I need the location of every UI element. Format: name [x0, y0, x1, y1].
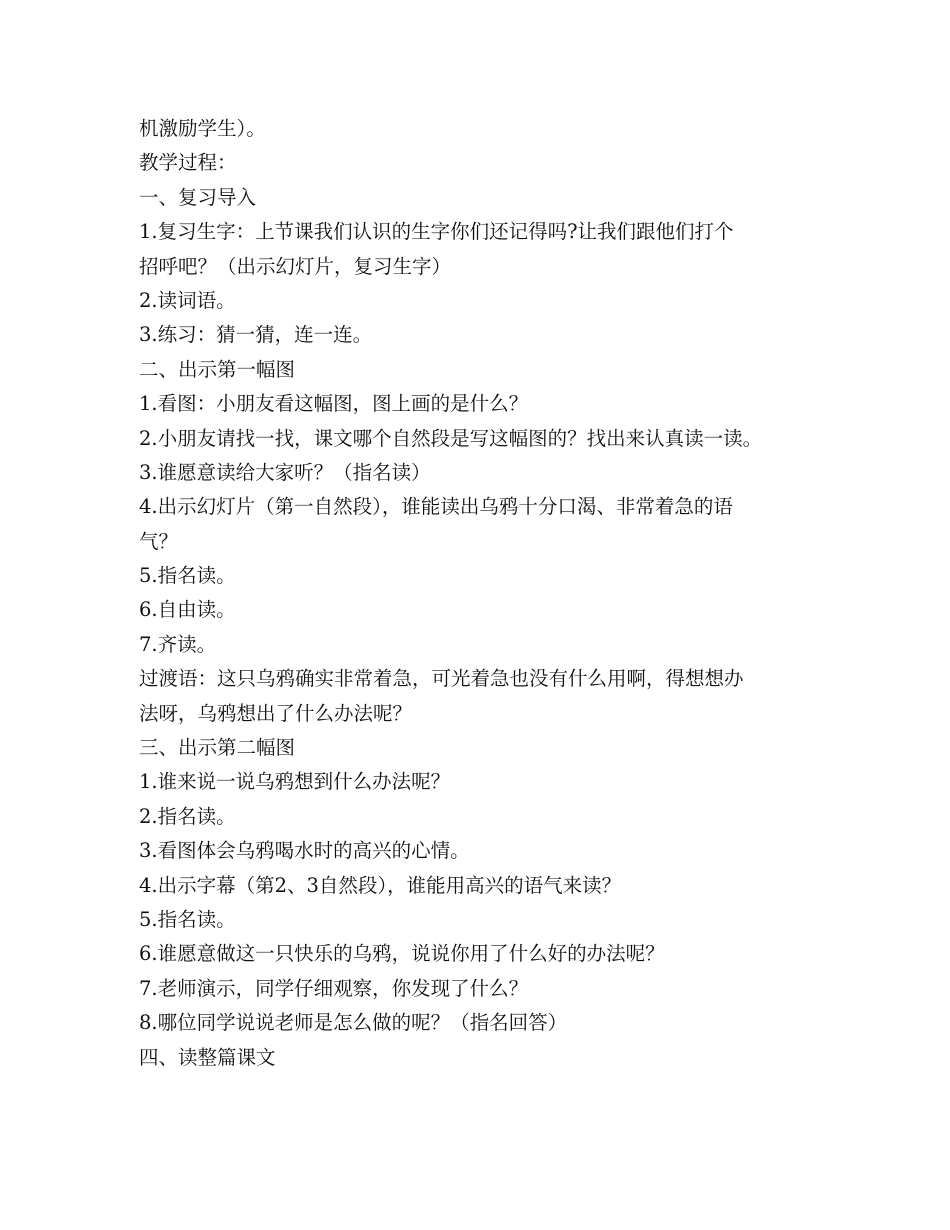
list-item-continuation: 招呼吧？（出示幻灯片，复习生字）	[139, 254, 452, 278]
list-item: 4.出示字幕（第2、3自然段），谁能用高兴的语气来读？	[139, 873, 622, 897]
transition-text: 过渡语：这只乌鸦确实非常着急，可光着急也没有什么用啊，得想想办	[139, 667, 744, 691]
list-item: 4.出示幻灯片（第一自然段），谁能读出乌鸦十分口渴、非常着急的语	[139, 495, 733, 519]
list-item: 3.练习：猜一猜，连一连。	[139, 323, 373, 347]
section-heading: 三、出示第二幅图	[139, 736, 296, 760]
section-heading: 二、出示第一幅图	[139, 357, 296, 381]
list-item: 5.指名读。	[139, 907, 236, 931]
transition-text-continuation: 法呀，乌鸦想出了什么办法呢？	[139, 701, 413, 725]
document-body	[139, 112, 829, 1075]
list-item: 1.看图：小朋友看这幅图，图上画的是什么？	[139, 392, 529, 416]
list-item: 3.谁愿意读给大家听？（指名读）	[139, 460, 431, 484]
section-heading: 四、读整篇课文	[139, 1045, 276, 1069]
list-item-continuation: 气？	[139, 529, 179, 553]
list-item: 7.齐读。	[139, 632, 217, 656]
list-item: 1.复习生字：上节课我们认识的生字你们还记得吗?让我们跟他们打个	[139, 220, 734, 244]
list-item: 6.自由读。	[139, 598, 236, 622]
list-item: 1.谁来说一说乌鸦想到什么办法呢？	[139, 770, 451, 794]
list-item: 2.指名读。	[139, 804, 236, 828]
list-item: 2.小朋友请找一找，课文哪个自然段是写这幅图的？找出来认真读一读。	[139, 426, 763, 450]
list-item: 5.指名读。	[139, 564, 236, 588]
list-item: 6.谁愿意做这一只快乐的乌鸦，说说你用了什么好的办法呢？	[139, 942, 665, 966]
list-item: 7.老师演示，同学仔细观察，你发现了什么？	[139, 976, 529, 1000]
text-line: 机激励学生）。	[139, 117, 266, 140]
section-heading: 一、复习导入	[139, 185, 257, 209]
list-item: 2.读词语。	[139, 288, 236, 312]
list-item: 8.哪位同学说说老师是怎么做的呢？（指名回答）	[139, 1011, 568, 1035]
section-heading: 教学过程：	[139, 151, 237, 175]
list-item: 3.看图体会乌鸦喝水时的高兴的心情。	[139, 839, 470, 863]
